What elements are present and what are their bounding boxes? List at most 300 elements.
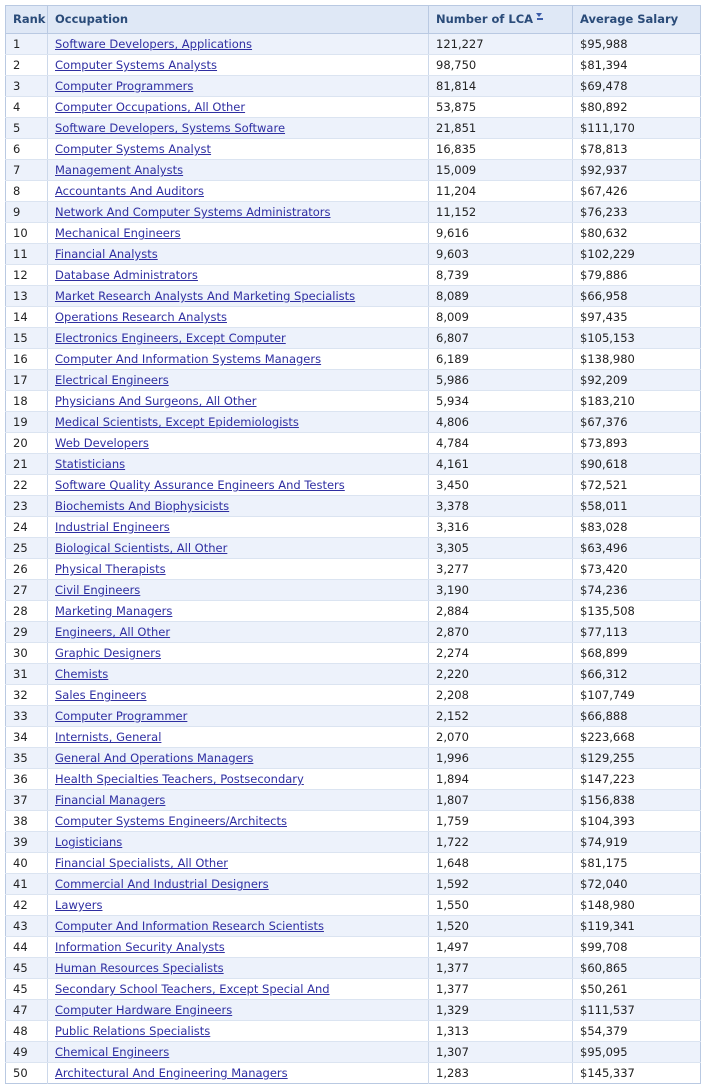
occupation-link[interactable]: Civil Engineers [55,583,141,597]
cell-number-of-lca: 3,305 [429,538,573,559]
cell-average-salary: $73,893 [573,433,701,454]
occupation-link[interactable]: Computer Systems Analyst [55,142,212,156]
cell-average-salary: $107,749 [573,685,701,706]
cell-average-salary: $95,095 [573,1042,701,1063]
cell-number-of-lca: 1,497 [429,937,573,958]
cell-occupation [48,1063,429,1084]
column-header-average-salary-label: Average Salary [580,12,679,26]
cell-average-salary: $63,496 [573,538,701,559]
occupation-link[interactable]: Electrical Engineers [55,373,169,387]
occupation-link[interactable]: Computer Occupations, All Other [55,100,246,114]
occupation-link[interactable]: Computer Programmers [55,79,194,93]
occupation-link[interactable]: Information Security Analysts [55,940,225,954]
table-row [6,34,701,55]
cell-rank: 37 [6,790,48,811]
cell-occupation [48,34,429,55]
cell-occupation [48,160,429,181]
cell-occupation [48,811,429,832]
cell-number-of-lca: 2,152 [429,706,573,727]
table-row [6,223,701,244]
cell-rank: 12 [6,265,48,286]
occupation-link[interactable]: Software Quality Assurance Engineers And Testers [55,478,345,492]
cell-number-of-lca: 3,277 [429,559,573,580]
cell-occupation [48,958,429,979]
table-row [6,1021,701,1042]
cell-rank: 32 [6,685,48,706]
cell-average-salary: $119,341 [573,916,701,937]
occupation-link[interactable]: Market Research Analysts And Marketing Specialists [55,289,356,303]
cell-average-salary: $105,153 [573,328,701,349]
cell-occupation [48,874,429,895]
table-header [6,6,701,34]
cell-rank: 33 [6,706,48,727]
cell-number-of-lca: 1,329 [429,1000,573,1021]
cell-average-salary: $67,376 [573,412,701,433]
cell-occupation [48,475,429,496]
table-header-row [6,6,701,34]
table-row [6,412,701,433]
cell-rank: 48 [6,1021,48,1042]
occupation-link[interactable]: Chemists [55,667,109,681]
cell-number-of-lca: 2,884 [429,601,573,622]
cell-rank: 29 [6,622,48,643]
table-row [6,265,701,286]
cell-number-of-lca: 98,750 [429,55,573,76]
cell-number-of-lca: 1,313 [429,1021,573,1042]
cell-average-salary: $104,393 [573,811,701,832]
table-row [6,139,701,160]
cell-occupation [48,769,429,790]
cell-number-of-lca: 1,807 [429,790,573,811]
table-row [6,496,701,517]
table-row [6,664,701,685]
cell-average-salary: $78,813 [573,139,701,160]
cell-rank: 14 [6,307,48,328]
cell-number-of-lca: 6,807 [429,328,573,349]
cell-number-of-lca: 3,378 [429,496,573,517]
occupation-link[interactable]: Database Administrators [55,268,198,282]
table-row [6,160,701,181]
cell-occupation [48,307,429,328]
cell-rank: 2 [6,55,48,76]
occupation-link[interactable]: Financial Specialists, All Other [55,856,229,870]
cell-rank: 45 [6,958,48,979]
cell-number-of-lca: 1,648 [429,853,573,874]
cell-rank: 50 [6,1063,48,1084]
cell-number-of-lca: 11,204 [429,181,573,202]
cell-number-of-lca: 1,377 [429,958,573,979]
occupation-link[interactable]: Financial Managers [55,793,166,807]
cell-average-salary: $58,011 [573,496,701,517]
occupation-link[interactable]: Medical Scientists, Except Epidemiologists [55,415,299,429]
cell-rank: 43 [6,916,48,937]
cell-occupation [48,55,429,76]
cell-occupation [48,916,429,937]
cell-rank: 23 [6,496,48,517]
cell-number-of-lca: 11,152 [429,202,573,223]
cell-rank: 45 [6,979,48,1000]
column-header-number-of-lca[interactable] [429,6,573,34]
cell-occupation [48,97,429,118]
occupation-link[interactable]: Biochemists And Biophysicists [55,499,230,513]
cell-occupation [48,454,429,475]
cell-average-salary: $148,980 [573,895,701,916]
table-row [6,55,701,76]
cell-average-salary: $69,478 [573,76,701,97]
occupation-link[interactable]: Logisticians [55,835,123,849]
cell-occupation [48,748,429,769]
occupation-link[interactable]: Mechanical Engineers [55,226,181,240]
cell-rank: 26 [6,559,48,580]
cell-average-salary: $145,337 [573,1063,701,1084]
cell-average-salary: $102,229 [573,244,701,265]
table-row [6,181,701,202]
table-row [6,328,701,349]
occupation-link[interactable]: Human Resources Specialists [55,961,224,975]
table-row [6,349,701,370]
table-row [6,244,701,265]
cell-rank: 8 [6,181,48,202]
cell-rank: 38 [6,811,48,832]
occupation-link[interactable]: Computer And Information Research Scientists [55,919,324,933]
cell-rank: 5 [6,118,48,139]
occupation-link[interactable]: Engineers, All Other [55,625,171,639]
cell-rank: 49 [6,1042,48,1063]
cell-number-of-lca: 2,870 [429,622,573,643]
cell-average-salary: $99,708 [573,937,701,958]
cell-rank: 9 [6,202,48,223]
cell-occupation [48,328,429,349]
cell-average-salary: $92,937 [573,160,701,181]
occupation-link[interactable]: Accountants And Auditors [55,184,204,198]
cell-rank: 6 [6,139,48,160]
cell-number-of-lca: 1,722 [429,832,573,853]
table-row [6,286,701,307]
occupation-link[interactable]: Secondary School Teachers, Except Special And [55,982,330,996]
cell-occupation [48,412,429,433]
cell-average-salary: $73,420 [573,559,701,580]
table-row [6,832,701,853]
cell-rank: 30 [6,643,48,664]
cell-average-salary: $54,379 [573,1021,701,1042]
table-row [6,202,701,223]
cell-rank: 22 [6,475,48,496]
cell-number-of-lca: 15,009 [429,160,573,181]
occupation-link[interactable]: Software Developers, Applications [55,37,253,51]
table-row [6,370,701,391]
cell-number-of-lca: 5,934 [429,391,573,412]
table-row [6,559,701,580]
cell-number-of-lca: 8,009 [429,307,573,328]
cell-occupation [48,1021,429,1042]
column-header-number-of-lca-label: Number of LCA [436,12,534,26]
cell-number-of-lca: 1,550 [429,895,573,916]
occupation-link[interactable]: Computer Programmer [55,709,188,723]
cell-average-salary: $183,210 [573,391,701,412]
occupation-link[interactable]: Financial Analysts [55,247,158,261]
occupation-link[interactable]: Lawyers [55,898,103,912]
column-header-rank[interactable] [6,6,48,34]
occupation-link[interactable]: General And Operations Managers [55,751,254,765]
table-row [6,601,701,622]
cell-number-of-lca: 3,190 [429,580,573,601]
cell-occupation [48,895,429,916]
cell-number-of-lca: 16,835 [429,139,573,160]
occupation-link[interactable]: Physicians And Surgeons, All Other [55,394,257,408]
cell-rank: 18 [6,391,48,412]
cell-number-of-lca: 1,377 [429,979,573,1000]
table-row [6,685,701,706]
table-row [6,76,701,97]
cell-occupation [48,223,429,244]
occupation-link[interactable]: Web Developers [55,436,149,450]
occupation-link[interactable]: Chemical Engineers [55,1045,170,1059]
cell-number-of-lca: 5,986 [429,370,573,391]
cell-rank: 7 [6,160,48,181]
cell-number-of-lca: 6,189 [429,349,573,370]
occupation-link[interactable]: Physical Therapists [55,562,166,576]
cell-rank: 11 [6,244,48,265]
cell-average-salary: $74,919 [573,832,701,853]
cell-average-salary: $147,223 [573,769,701,790]
cell-rank: 47 [6,1000,48,1021]
table-row [6,307,701,328]
occupation-link[interactable]: Marketing Managers [55,604,173,618]
cell-occupation [48,643,429,664]
cell-rank: 27 [6,580,48,601]
occupation-link[interactable]: Management Analysts [55,163,184,177]
cell-number-of-lca: 53,875 [429,97,573,118]
cell-occupation [48,118,429,139]
occupation-link[interactable]: Computer Systems Analysts [55,58,218,72]
cell-occupation [48,286,429,307]
cell-average-salary: $111,170 [573,118,701,139]
cell-occupation [48,580,429,601]
cell-average-salary: $68,899 [573,643,701,664]
occupation-link[interactable]: Biological Scientists, All Other [55,541,228,555]
cell-occupation [48,1000,429,1021]
cell-occupation [48,139,429,160]
cell-number-of-lca: 21,851 [429,118,573,139]
cell-rank: 13 [6,286,48,307]
cell-number-of-lca: 4,806 [429,412,573,433]
occupation-link[interactable]: Computer Systems Engineers/Architects [55,814,287,828]
cell-occupation [48,979,429,1000]
cell-rank: 42 [6,895,48,916]
table-row [6,874,701,895]
cell-rank: 24 [6,517,48,538]
table-row [6,853,701,874]
table-row [6,643,701,664]
cell-average-salary: $129,255 [573,748,701,769]
cell-rank: 10 [6,223,48,244]
table-row [6,580,701,601]
cell-number-of-lca: 1,592 [429,874,573,895]
cell-rank: 4 [6,97,48,118]
cell-number-of-lca: 1,520 [429,916,573,937]
table-row [6,454,701,475]
cell-average-salary: $67,426 [573,181,701,202]
cell-average-salary: $111,537 [573,1000,701,1021]
occupation-link[interactable]: Architectural And Engineering Managers [55,1066,288,1080]
cell-number-of-lca: 1,307 [429,1042,573,1063]
column-header-average-salary[interactable] [573,6,701,34]
cell-occupation [48,496,429,517]
table-row [6,979,701,1000]
column-header-occupation-label: Occupation [55,12,129,26]
cell-rank: 1 [6,34,48,55]
table-row [6,916,701,937]
cell-number-of-lca: 121,227 [429,34,573,55]
occupation-link[interactable]: Operations Research Analysts [55,310,227,324]
cell-occupation [48,76,429,97]
occupation-link[interactable]: Health Specialties Teachers, Postsecondary [55,772,304,786]
occupation-link[interactable]: Sales Engineers [55,688,147,702]
cell-occupation [48,937,429,958]
cell-occupation [48,853,429,874]
occupation-link[interactable]: Public Relations Specialists [55,1024,211,1038]
cell-average-salary: $72,521 [573,475,701,496]
cell-average-salary: $80,632 [573,223,701,244]
table-row [6,790,701,811]
cell-average-salary: $156,838 [573,790,701,811]
cell-occupation [48,727,429,748]
cell-rank: 19 [6,412,48,433]
cell-number-of-lca: 2,274 [429,643,573,664]
cell-rank: 3 [6,76,48,97]
cell-average-salary: $81,175 [573,853,701,874]
cell-rank: 44 [6,937,48,958]
cell-occupation [48,664,429,685]
table-row [6,622,701,643]
cell-number-of-lca: 4,161 [429,454,573,475]
cell-occupation [48,832,429,853]
cell-occupation [48,265,429,286]
occupation-link[interactable]: Industrial Engineers [55,520,170,534]
table-row [6,1063,701,1084]
cell-average-salary: $138,980 [573,349,701,370]
cell-rank: 21 [6,454,48,475]
cell-occupation [48,181,429,202]
cell-average-salary: $223,668 [573,727,701,748]
cell-rank: 20 [6,433,48,454]
table-row [6,895,701,916]
table-row [6,769,701,790]
occupation-link[interactable]: Computer And Information Systems Managers [55,352,322,366]
cell-occupation [48,538,429,559]
cell-average-salary: $66,312 [573,664,701,685]
cell-average-salary: $76,233 [573,202,701,223]
column-header-rank-label: Rank [13,12,46,26]
cell-occupation [48,202,429,223]
cell-number-of-lca: 8,089 [429,286,573,307]
cell-number-of-lca: 9,616 [429,223,573,244]
table-row [6,748,701,769]
table-row [6,1000,701,1021]
cell-average-salary: $92,209 [573,370,701,391]
cell-occupation [48,391,429,412]
cell-number-of-lca: 2,220 [429,664,573,685]
cell-number-of-lca: 1,759 [429,811,573,832]
lca-occupations-table [5,5,701,1084]
occupation-link[interactable]: Electronics Engineers, Except Computer [55,331,286,345]
cell-rank: 36 [6,769,48,790]
cell-average-salary: $135,508 [573,601,701,622]
cell-average-salary: $80,892 [573,97,701,118]
cell-average-salary: $72,040 [573,874,701,895]
table-row [6,727,701,748]
column-header-occupation[interactable] [48,6,429,34]
cell-average-salary: $97,435 [573,307,701,328]
cell-number-of-lca: 1,996 [429,748,573,769]
table-row [6,97,701,118]
cell-number-of-lca: 1,894 [429,769,573,790]
cell-number-of-lca: 81,814 [429,76,573,97]
cell-average-salary: $79,886 [573,265,701,286]
occupation-link[interactable]: Internists, General [55,730,162,744]
table-row [6,475,701,496]
table-row [6,538,701,559]
cell-occupation [48,1042,429,1063]
cell-average-salary: $77,113 [573,622,701,643]
cell-occupation [48,433,429,454]
table-row [6,517,701,538]
cell-number-of-lca: 8,739 [429,265,573,286]
cell-average-salary: $50,261 [573,979,701,1000]
occupation-link[interactable]: Statisticians [55,457,126,471]
cell-occupation [48,349,429,370]
cell-occupation [48,790,429,811]
occupation-link[interactable]: Graphic Designers [55,646,161,660]
table-row [6,811,701,832]
cell-occupation [48,685,429,706]
cell-number-of-lca: 9,603 [429,244,573,265]
occupation-link[interactable]: Software Developers, Systems Software [55,121,286,135]
cell-rank: 41 [6,874,48,895]
cell-rank: 35 [6,748,48,769]
table-row [6,1042,701,1063]
cell-rank: 31 [6,664,48,685]
table-row [6,118,701,139]
cell-average-salary: $81,394 [573,55,701,76]
cell-rank: 40 [6,853,48,874]
cell-average-salary: $60,865 [573,958,701,979]
cell-number-of-lca: 3,450 [429,475,573,496]
table-row [6,433,701,454]
cell-average-salary: $66,958 [573,286,701,307]
occupation-link[interactable]: Computer Hardware Engineers [55,1003,233,1017]
occupation-link[interactable]: Commercial And Industrial Designers [55,877,269,891]
table-row [6,958,701,979]
cell-average-salary: $83,028 [573,517,701,538]
cell-average-salary: $74,236 [573,580,701,601]
occupation-link[interactable]: Network And Computer Systems Administrators [55,205,331,219]
cell-occupation [48,559,429,580]
sort-descending-icon[interactable] [535,13,544,24]
cell-number-of-lca: 2,070 [429,727,573,748]
cell-average-salary: $66,888 [573,706,701,727]
cell-rank: 28 [6,601,48,622]
cell-occupation [48,517,429,538]
cell-rank: 17 [6,370,48,391]
cell-occupation [48,622,429,643]
cell-rank: 34 [6,727,48,748]
cell-number-of-lca: 1,283 [429,1063,573,1084]
cell-occupation [48,370,429,391]
table-row [6,391,701,412]
table-row [6,706,701,727]
cell-average-salary: $90,618 [573,454,701,475]
